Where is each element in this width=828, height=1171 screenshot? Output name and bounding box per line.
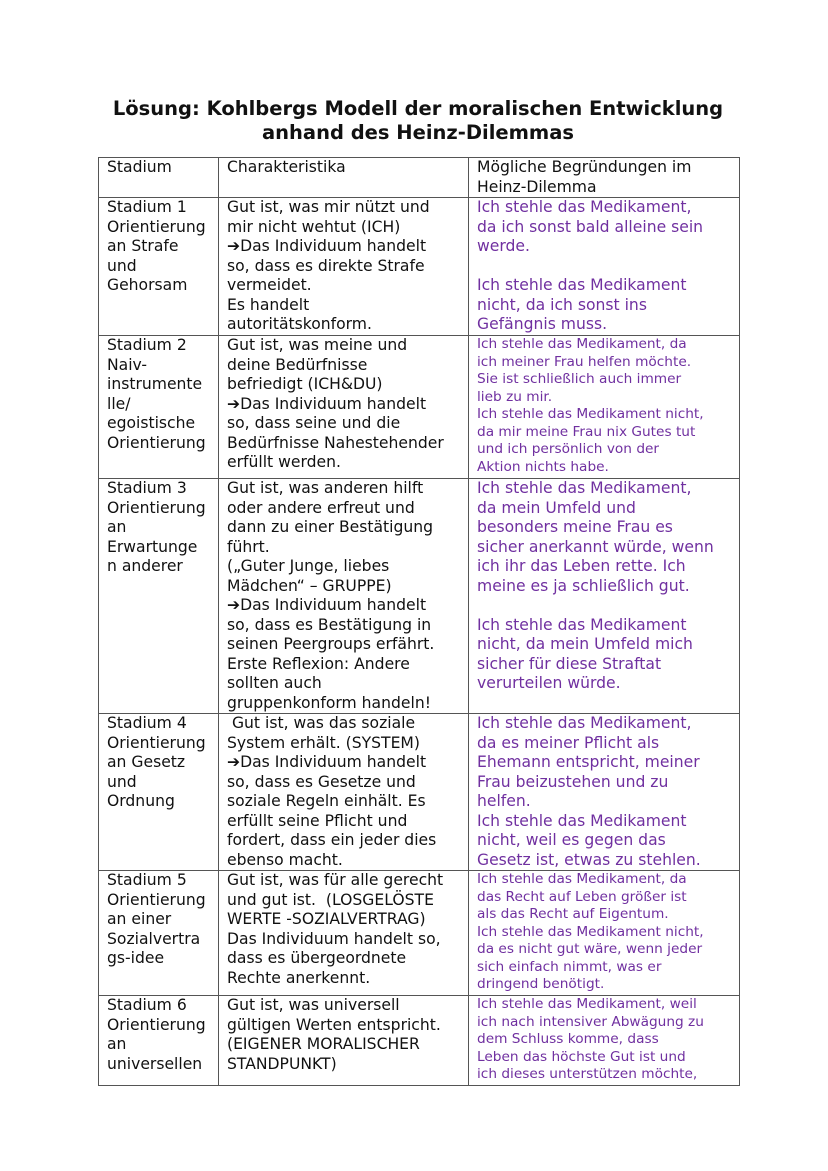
stage-cell: Stadium 5 Orientierung an einer Sozialvertra gs-idee: [99, 871, 219, 996]
answer-cell: Ich stehle das Medikament, da ich meiner Frau helfen möchte. Sie ist schließlich auch immer lieb zu mir. Ich stehle das Medikament nicht, da mir meine Frau nix Gutes tut und ich persönlich von der Aktion nichts habe.: [469, 336, 740, 479]
answer-cell: Ich stehle das Medikament, da ich sonst bald alleine sein werde. Ich stehle das Medikament nicht, da ich sonst ins Gefängnis muss.: [469, 198, 740, 336]
header-begruendungen: Mögliche Begründungen im Heinz-Dilemma: [469, 158, 740, 198]
characteristic-cell: Gut ist, was für alle gerecht und gut ist. (LOSGELÖSTE WERTE -SOZIALVERTRAG) Das Individuum handelt so, dass es übergeordnete Rechte anerkennt.: [219, 871, 469, 996]
title-line-2: anhand des Heinz-Dilemmas: [261, 120, 575, 144]
answer-cell: Ich stehle das Medikament, da mein Umfeld und besonders meine Frau es sicher anerkannt würde, wenn ich ihr das Leben rette. Ich meine es ja schließlich gut. Ich stehle das Medikament nicht, da mein Umfeld mich sicher für diese Straftat verurteilen würde.: [469, 479, 740, 714]
header-row: [99, 158, 740, 198]
kohlberg-table: [98, 157, 740, 1086]
answer-cell: Ich stehle das Medikament, weil ich nach intensiver Abwägung zu dem Schluss komme, dass Leben das höchste Gut ist und ich dieses unterstützen möchte,: [469, 996, 740, 1086]
characteristic-cell: Gut ist, was meine und deine Bedürfnisse befriedigt (ICH&DU) ➔Das Individuum handelt so, dass seine und die Bedürfnisse Nahestehender erfüllt werden.: [219, 336, 469, 479]
stage-cell: Stadium 4 Orientierung an Gesetz und Ordnung: [99, 714, 219, 871]
stage-cell: Stadium 6 Orientierung an universellen: [99, 996, 219, 1086]
characteristic-cell: Gut ist, was mir nützt und mir nicht wehtut (ICH) ➔Das Individuum handelt so, dass es direkte Strafe vermeidet. Es handelt autoritätskonform.: [219, 198, 469, 336]
page-title: [98, 97, 738, 144]
characteristic-cell: Gut ist, was universell gültigen Werten entspricht. (EIGENER MORALISCHER STANDPUNKT): [219, 996, 469, 1086]
stage-cell: Stadium 2 Naiv- instrumente lle/ egoistische Orientierung: [99, 336, 219, 479]
table-row: [99, 996, 740, 1086]
answer-cell: Ich stehle das Medikament, da es meiner Pflicht als Ehemann entspricht, meiner Frau beizustehen und zu helfen. Ich stehle das Medikament nicht, weil es gegen das Gesetz ist, etwas zu stehlen.: [469, 714, 740, 871]
table-row: [99, 714, 740, 871]
table-row: [99, 198, 740, 336]
title-line-1: Lösung: Kohlbergs Modell der moralischen Entwicklung: [112, 97, 724, 120]
table-row: [99, 479, 740, 714]
table-row: [99, 871, 740, 996]
table-row: [99, 336, 740, 479]
characteristic-cell: Gut ist, was anderen hilft oder andere erfreut und dann zu einer Bestätigung führt. („Guter Junge, liebes Mädchen“ – GRUPPE) ➔Das Individuum handelt so, dass es Bestätigung in seinen Peergroups erfährt. Erste Reflexion: Andere sollten auch gruppenkonform handeln!: [219, 479, 469, 714]
stage-cell: Stadium 3 Orientierung an Erwartunge n anderer: [99, 479, 219, 714]
header-stadium: Stadium: [99, 158, 219, 198]
characteristic-cell: Gut ist, was das soziale System erhält. (SYSTEM) ➔Das Individuum handelt so, dass es Gesetze und soziale Regeln einhält. Es erfüllt seine Pflicht und fordert, dass ein jeder dies ebenso macht.: [219, 714, 469, 871]
header-charakteristika: Charakteristika: [219, 158, 469, 198]
stage-cell: Stadium 1 Orientierung an Strafe und Gehorsam: [99, 198, 219, 336]
answer-cell: Ich stehle das Medikament, da das Recht auf Leben größer ist als das Recht auf Eigentum. Ich stehle das Medikament nicht, da es nicht gut wäre, wenn jeder sich einfach nimmt, was er dringend benötigt.: [469, 871, 740, 996]
